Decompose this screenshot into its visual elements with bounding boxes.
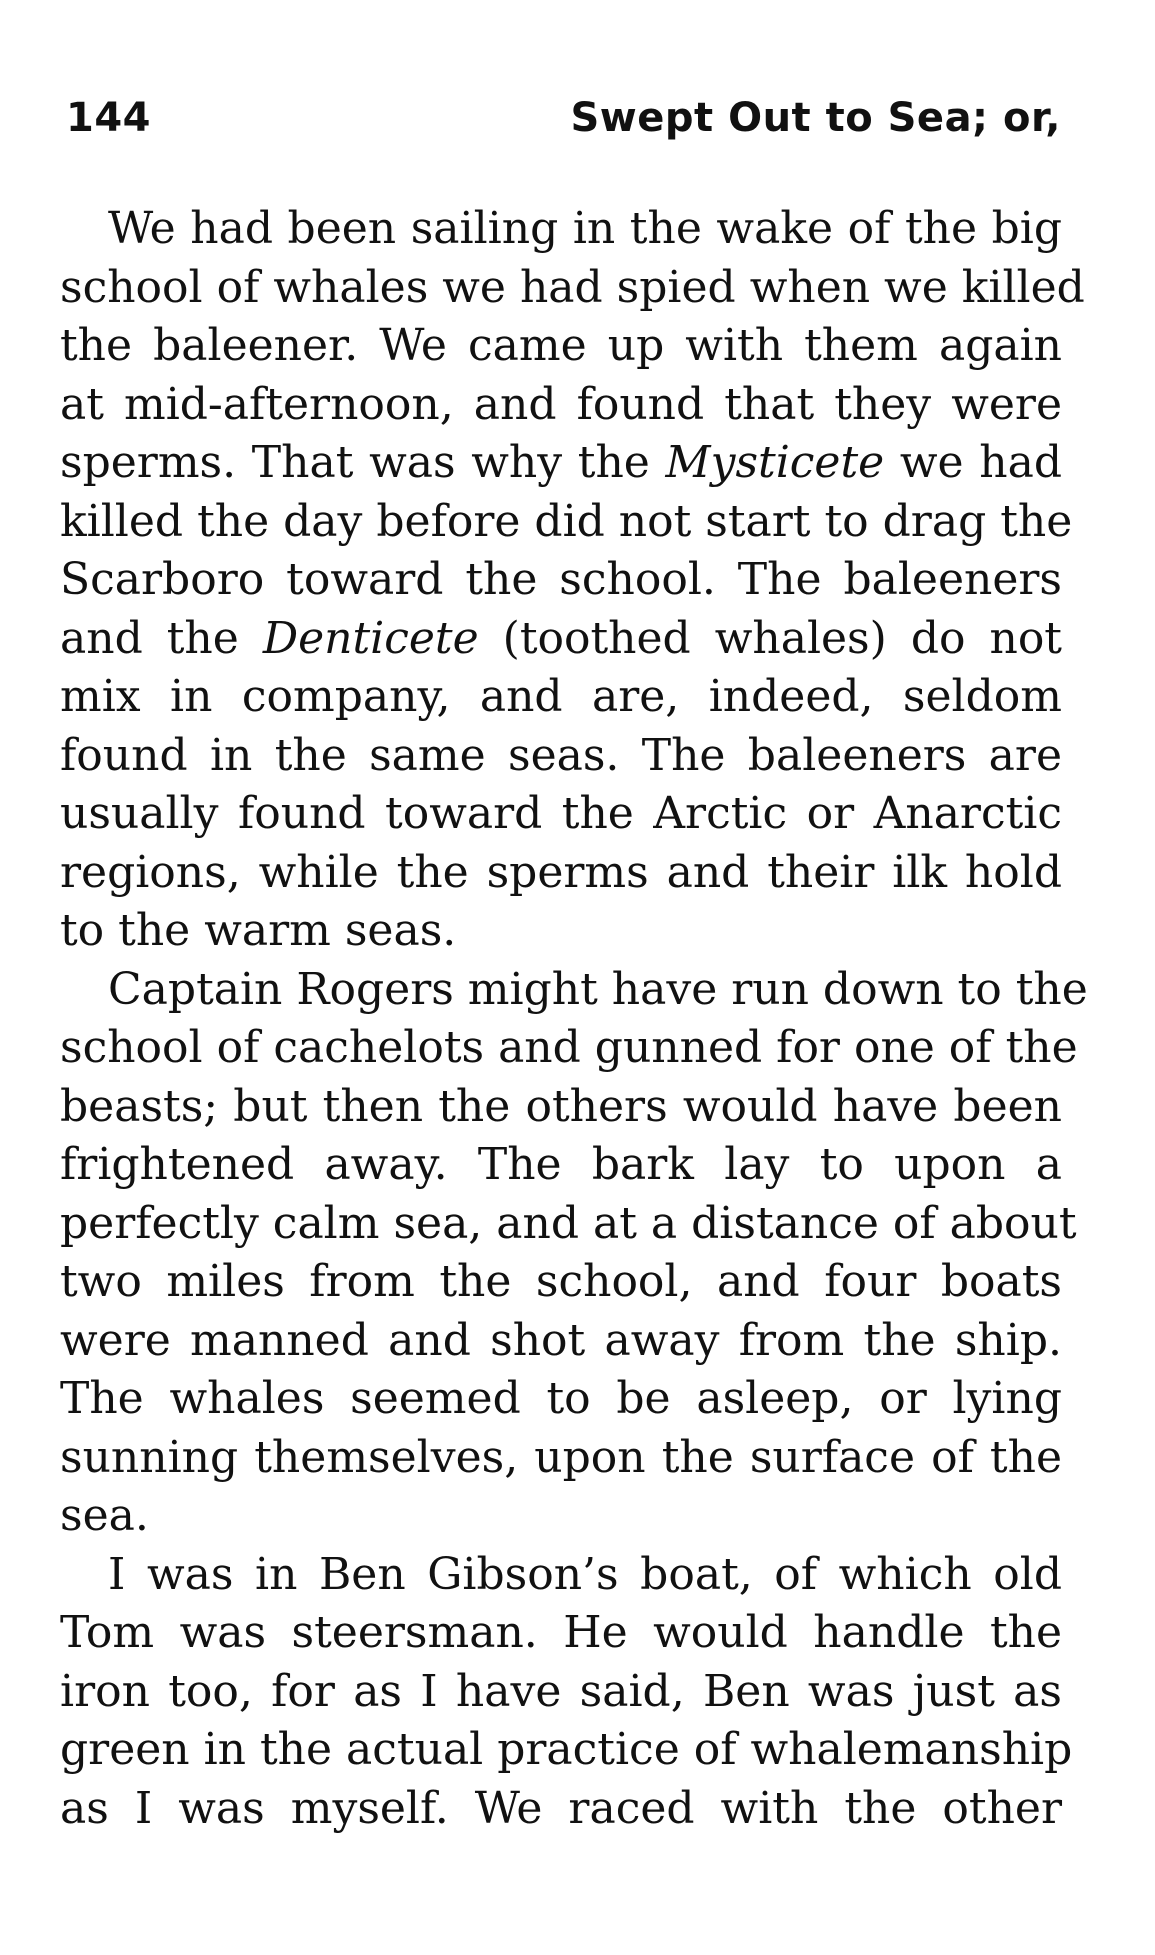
text-line: iron too, for as I have said, Ben was just as <box>60 1665 1062 1717</box>
text-run: (toothed whales) do not <box>478 612 1062 664</box>
text-line: beasts; but then the others would have been <box>60 1080 1062 1132</box>
text-line: mix in company, and are, indeed, seldom <box>60 671 1062 722</box>
text-line: usually found toward the Arctic or Anarctic <box>60 788 1062 839</box>
text-line: school of whales we had spied when we killed <box>60 261 1085 313</box>
text-line: Scarboro toward the school. The baleeners <box>60 554 1062 605</box>
italic-term: Denticete <box>262 612 479 664</box>
text-run: and the <box>60 612 263 664</box>
text-line: to the warm seas. <box>60 905 457 956</box>
running-title: Swept Out to Sea; or, <box>570 95 1061 141</box>
running-header <box>66 95 1061 155</box>
page-number: 144 <box>66 95 151 141</box>
body-text <box>60 200 1088 1838</box>
text-line: green in the actual practice of whalemanship <box>60 1724 1073 1775</box>
text-line <box>60 434 1062 493</box>
text-line: were manned and shot away from the ship. <box>60 1314 1062 1366</box>
text-line: killed the day before did not start to drag the <box>60 495 1073 547</box>
text-line: perfectly calm sea, and at a distance of about <box>60 1197 1077 1249</box>
text-line: sea. <box>60 1490 149 1541</box>
text-line: I was in Ben Gibson’s boat, of which old <box>108 1548 1062 1600</box>
text-line: sunning themselves, upon the surface of the <box>60 1431 1062 1483</box>
text-line: the baleener. We came up with them again <box>60 320 1062 371</box>
text-line <box>60 610 1062 669</box>
text-line: as I was myself. We raced with the other <box>60 1782 1062 1834</box>
text-line: frightened away. The bark lay to upon a <box>60 1139 1062 1190</box>
italic-term: Mysticete <box>665 437 885 488</box>
text-line: Tom was steersman. He would handle the <box>60 1607 1062 1658</box>
text-line: Captain Rogers might have run down to the <box>108 963 1088 1015</box>
text-run: we had <box>884 437 1062 488</box>
text-line: The whales seemed to be asleep, or lying <box>60 1373 1062 1424</box>
text-line: regions, while the sperms and their ilk hold <box>60 846 1062 898</box>
text-line: found in the same seas. The baleeners are <box>60 729 1062 781</box>
text-line: We had been sailing in the wake of the big <box>108 203 1062 254</box>
paragraph <box>60 1546 1073 1839</box>
paragraph <box>60 200 1085 961</box>
text-line: school of cachelots and gunned for one of the <box>60 1022 1078 1073</box>
paragraph <box>60 961 1088 1546</box>
text-line: at mid-afternoon, and found that they were <box>60 378 1062 430</box>
text-run: sperms. That was why the <box>60 437 666 488</box>
text-line: two miles from the school, and four boats <box>60 1256 1062 1307</box>
